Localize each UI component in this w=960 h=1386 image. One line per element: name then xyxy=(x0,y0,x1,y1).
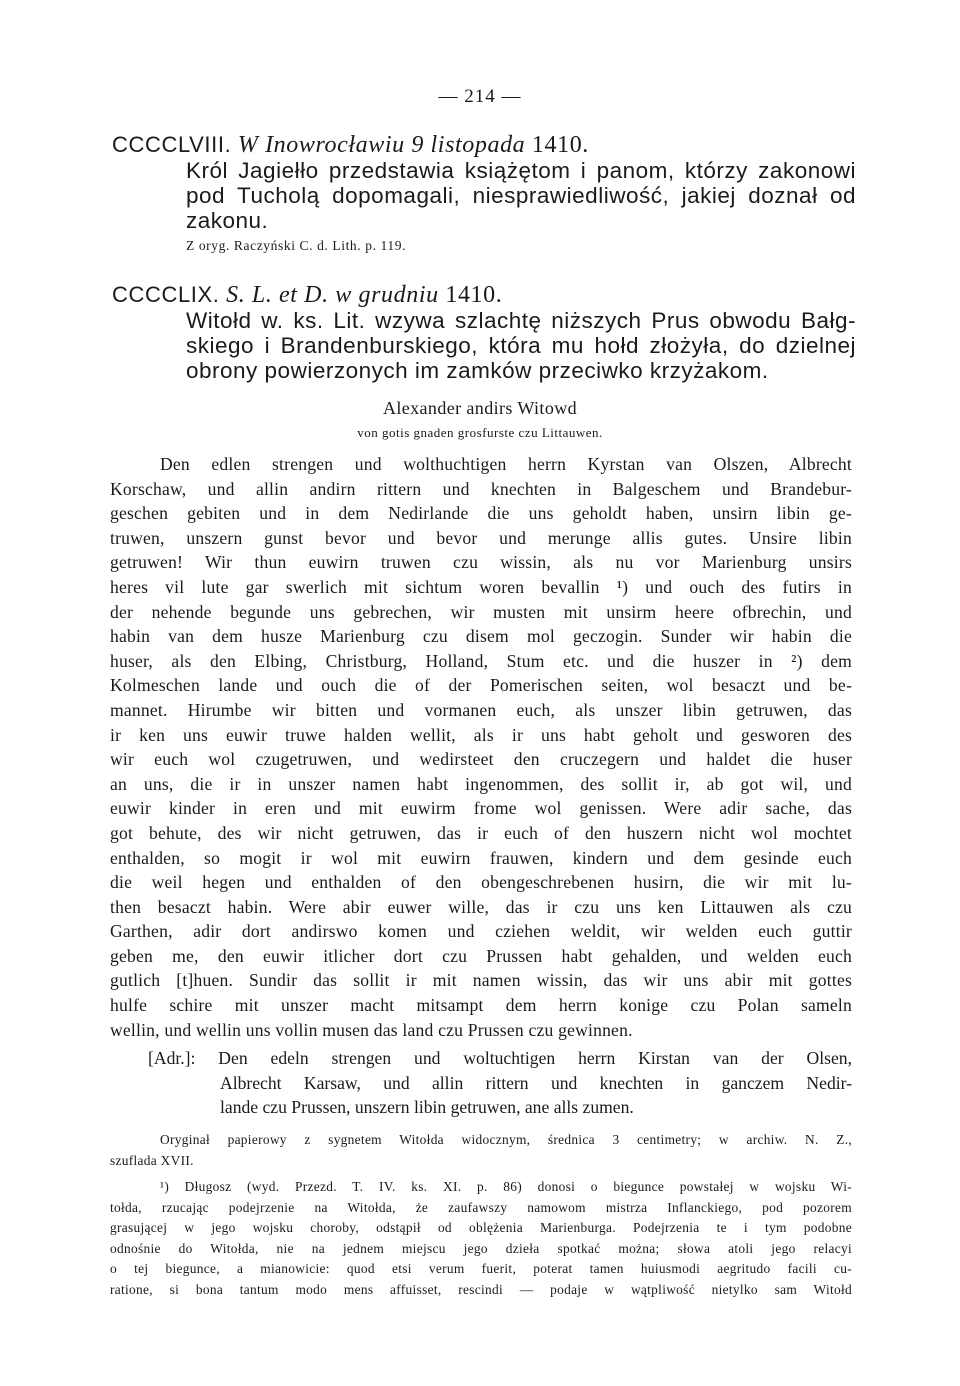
footnote-line: o tej biegunce, a mianowicie: quod etsi verum fuerit, poterat tamen huiusmodi aegritudo facili cu- xyxy=(110,1261,852,1276)
body-line: gutlich [t]huen. Sundir das sollit ir mit namen wissin, das wir uns abir mit gottes xyxy=(110,970,852,991)
doc-place-date: S. L. et D. w grudniu xyxy=(226,282,439,308)
body-line: mannet. Hirumbe wir bitten und vormanen euch, als unszer libin getruwen, das xyxy=(110,699,852,720)
body-line: truwen, unszern gunst bevor und bevor und merunge allis gutes. Unsire libin xyxy=(110,527,852,548)
address-line: lande czu Prussen, unszern libin getruwen, ane alls zumen. xyxy=(220,1097,634,1118)
doc-number: CCCCLIX. xyxy=(112,282,220,307)
footnote-line: odnośnie do Witołda, nie na jednem miejscu jego dzieła spotkać można; słowa atoli jego relacyi xyxy=(110,1240,852,1256)
doc-year: 1410. xyxy=(531,132,589,158)
regest-line: skiego i Brandenburskiego, która mu hołd złożyła, do dzielnej xyxy=(186,333,856,358)
footnote-line: ¹) Długosz (wyd. Przezd. T. IV. ks. XI. p. 86) donosi o biegunce powstałej w wojsku Wi- xyxy=(160,1179,852,1194)
body-line: geben me, den euwir itlicher dort czu Prussen habt gehalden, und welden euch xyxy=(110,945,852,966)
letter-body xyxy=(110,452,852,1042)
address-line: [Adr.]: Den edeln strengen und woltuchtigen herrn Kirstan van der Olsen, xyxy=(148,1048,852,1068)
body-line: huser, als den Elbing, Christburg, Holland, Stum etc. und die huszer in ²) dem xyxy=(110,650,852,671)
body-line: enthalden, so mogit ir wol mit euwirn frauwen, kindern und dem gesinde euch xyxy=(110,847,852,868)
body-line: die weil hegen und enthalden of den obengeschrebenen husirn, die wir mit lu- xyxy=(110,872,852,893)
doc-heading-458 xyxy=(112,132,589,159)
body-line: wir euch wol czugetruwen, und wedirsteet den cruczegern und haldet die huser xyxy=(110,749,852,770)
address-line: Albrecht Karsaw, und allin rittern und knechten in ganczem Nedir- xyxy=(220,1072,852,1093)
body-line: der nehende begunde uns gebrechen, wir musten mit unsirm heere ofbrechin, und xyxy=(110,601,852,622)
body-line: euwir kinder in eren und mit euwirm frome wol genissen. Were adir sache, das xyxy=(110,798,852,819)
note-line: szuflada XVII. xyxy=(110,1152,194,1168)
doc-heading-459 xyxy=(112,282,502,309)
doc-place-date: W Inowrocławiu 9 listopada xyxy=(237,132,526,158)
body-line: hulfe schire mit unszer macht mitsampt dem herrn konige czu Polan sameln xyxy=(110,995,852,1016)
body-line: getruwen! Wir thun euwirn truwen czu wissin, als nu vor Marienburg unsirs xyxy=(110,552,852,573)
doc-number: CCCCLVIII. xyxy=(112,132,232,157)
footnote-line: tołda, rzucając podejrzenie na Witołda, że zaufawszy namowom mistrza Inflanckiego, pod pozorem xyxy=(110,1199,852,1215)
body-line: geschen gebiten und in dem Nedirlande die uns geholdt haben, unsirn libin ge- xyxy=(110,503,852,524)
body-line: habin van dem husze Marienburg czu disem mol geczogin. Sunder wir habin die xyxy=(110,626,852,647)
page-number: — 214 — xyxy=(438,86,522,107)
body-line: Korschaw, und allin andirn rittern und knechten in Balgeschem und Brandebur- xyxy=(110,478,852,499)
regest-line: obrony powierzonych im zamków przeciwko krzyżakom. xyxy=(186,358,769,383)
regest-line: pod Tucholą dopomagali, niesprawiedliwość, jakiej doznał od xyxy=(186,183,856,208)
footnote-line: grasującej w jego wojsku choroby, odstąpił od oblężenia Marienburga. Podejrzenia te i tym podobne xyxy=(110,1220,852,1235)
body-line: Kolmeschen lande und ouch die of der Pomerischen seiten, wol besaczt und be- xyxy=(110,675,852,696)
body-line: Den edlen strengen und wolthuchtigen herrn Kyrstan van Olszen, Albrecht xyxy=(160,454,852,474)
body-line: got behute, des wir nicht getruwen, das ir euch of den huszern nicht wol mochtet xyxy=(110,822,852,843)
body-line: an uns, die ir in unszer namen habt ingenommen, des sollit ir, ab got wil, und xyxy=(110,773,852,794)
doc-regest-458 xyxy=(186,158,856,233)
body-line: heres vil lute gar swerlich mit sichtum woren bevallin ¹) und ouch des futirs in xyxy=(110,576,852,597)
note-line: Oryginał papierowy z sygnetem Witołda widocznym, średnica 3 centimetry; w archiw. N. Z., xyxy=(160,1132,852,1147)
regest-line: zakonu. xyxy=(186,208,269,233)
regest-line: Witołd w. ks. Lit. wzywa szlachtę niższych Prus obwodu Bałg- xyxy=(186,308,856,333)
regest-line: Król Jagiełło przedstawia książętom i panom, którzy zakonowi xyxy=(186,158,856,183)
sender-line: Alexander andirs Witowd xyxy=(382,398,578,418)
body-line: then besaczt habin. Were abir euwer wille, das ir czu uns ken Littauwen als czu xyxy=(110,896,852,917)
doc-regest-459 xyxy=(186,308,856,383)
letter-address xyxy=(110,1046,852,1120)
footnote-line: ratione, si bona tantum modo mens affuisset, rescindi — podaje w wątpliwość nietylko sam Witołd xyxy=(110,1281,852,1297)
notes xyxy=(110,1130,852,1300)
doc-year: 1410. xyxy=(445,282,503,308)
body-line: wellin, und wellin uns vollin musen das land czu Prussen czu gewinnen. xyxy=(110,1019,633,1040)
body-line: Garthen, adir dort andirswo komen und cziehen weldit, wir welden euch guttir xyxy=(110,921,852,942)
sender-title: von gotis gnaden grosfurste czu Littauwen. xyxy=(357,425,603,440)
doc-source: Z oryg. Raczyński C. d. Lith. p. 119. xyxy=(186,238,407,253)
body-line: ir ken uns euwir truwe halden wellit, als ir uns habt geholt und gesworen des xyxy=(110,724,852,745)
